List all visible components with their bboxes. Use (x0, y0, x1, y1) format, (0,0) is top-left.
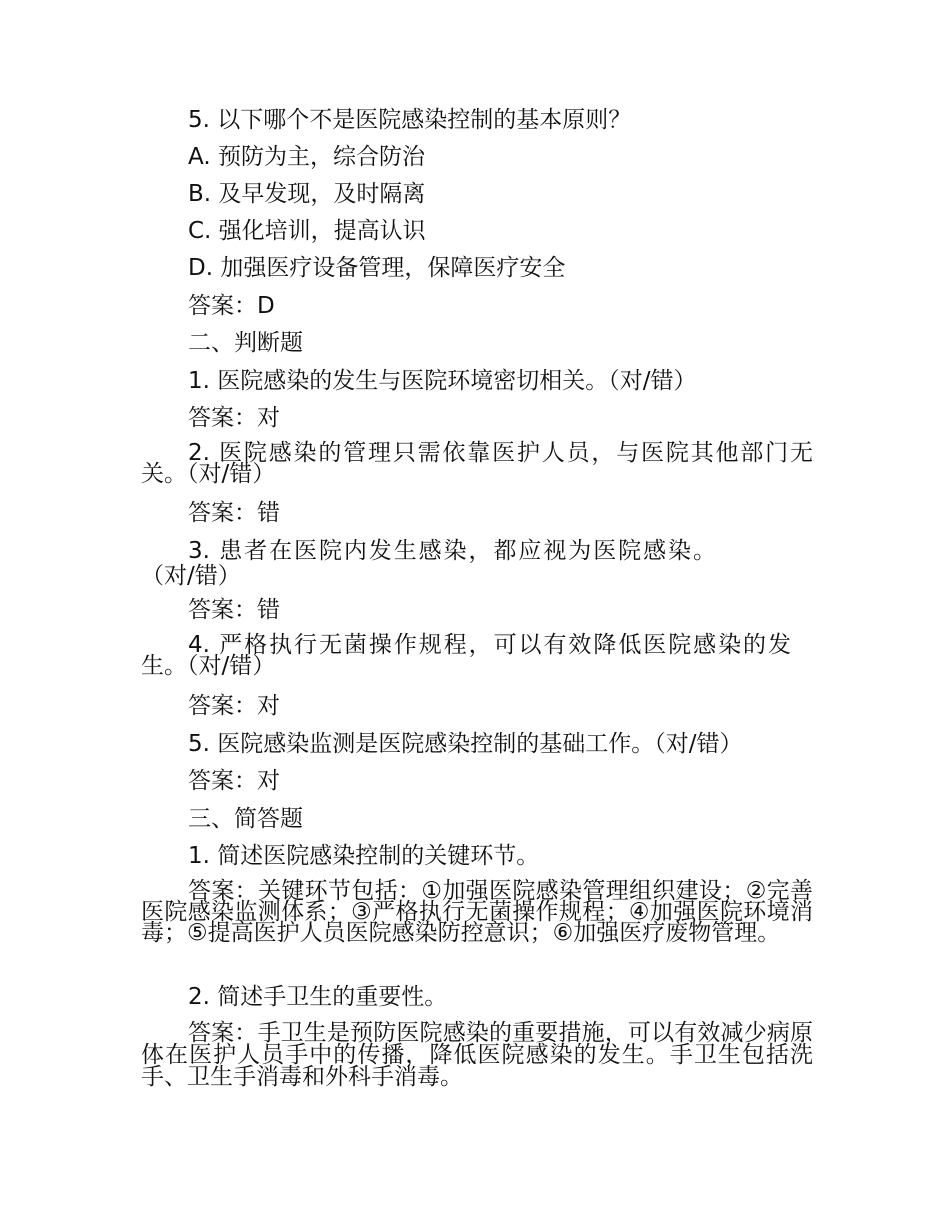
tf-question-5: 5. 医院感染监测是医院感染控制的基础工作。（对/错） (188, 731, 743, 757)
tf-question-3: 3. 患者在医院内发生感染，都应视为医院感染。（对/错） (141, 538, 716, 589)
sa-question-1: 1. 简述医院感染控制的关键环节。 (188, 843, 540, 869)
mc-option-d: D. 加强医疗设备管理，保障医疗安全 (188, 255, 566, 281)
sa-question-2: 2. 简述手卫生的重要性。 (188, 984, 448, 1010)
sa-answer-1: 答案：关键环节包括：①加强医院感染管理组织建设；②完善医院感染监测体系；③严格执行无菌操作规程；④加强医院环境消毒；⑤提高医护人员医院感染防控意识；⑥加强医疗废物管理。 (141, 878, 813, 946)
sa-answer-2: 答案：手卫生是预防医院感染的重要措施，可以有效减少病原体在医护人员手中的传播，降低医院感染的发生。手卫生包括洗手、卫生手消毒和外科手消毒。 (141, 1020, 813, 1090)
tf-answer-2: 答案：错 (188, 500, 280, 526)
mc-option-b: B. 及早发现，及时隔离 (188, 181, 426, 207)
tf-question-2: 2. 医院感染的管理只需依靠医护人员，与医院其他部门无关。（对/错） (141, 440, 813, 487)
mc-answer: 答案：D (188, 293, 275, 319)
tf-answer-4: 答案：对 (188, 693, 280, 719)
section-heading-true-false: 二、判断题 (188, 330, 303, 356)
tf-question-1: 1. 医院感染的发生与医院环境密切相关。（对/错） (188, 368, 697, 394)
mc-option-a: A. 预防为主，综合防治 (188, 144, 425, 170)
section-heading-short-answer: 三、简答题 (188, 806, 303, 832)
mc-question-5: 5. 以下哪个不是医院感染控制的基本原则？ (188, 107, 632, 133)
mc-option-c: C. 强化培训，提高认识 (188, 218, 426, 244)
tf-question-4: 4. 严格执行无菌操作规程，可以有效降低医院感染的发生。（对/错） (141, 632, 791, 679)
tf-answer-1: 答案：对 (188, 405, 280, 431)
tf-answer-5: 答案：对 (188, 768, 280, 794)
tf-answer-3: 答案：错 (188, 597, 280, 623)
